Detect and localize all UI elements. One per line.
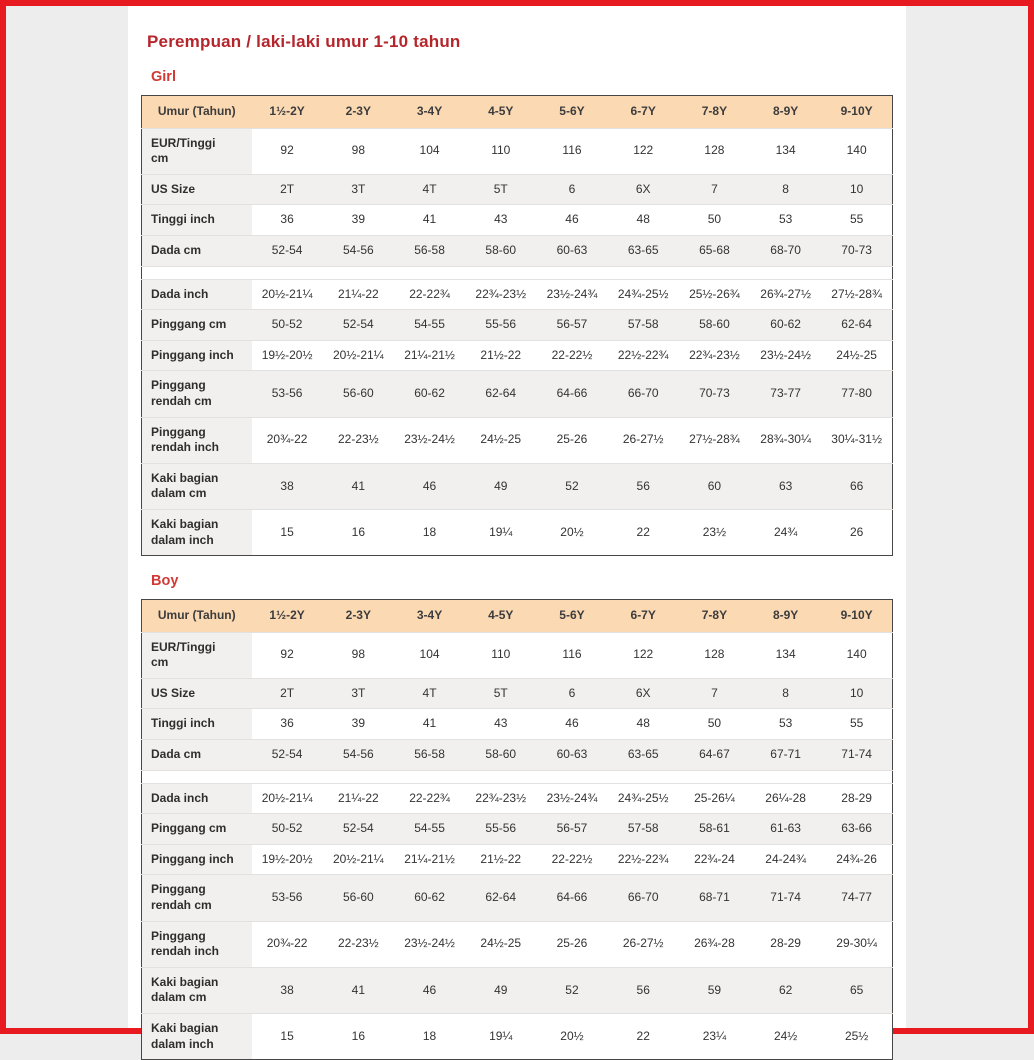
column-header: 1½-2Y [252,96,323,129]
cell-value: 24¾ [750,509,821,555]
cell-value: 26-27½ [608,417,679,463]
row-label: Pinggang cm [142,310,252,341]
cell-value: 27½-28¾ [821,279,892,310]
cell-value: 22-22¾ [394,279,465,310]
cell-value: 53 [750,205,821,236]
table-row [142,235,893,266]
row-label: Kaki bagian dalam inch [142,509,252,555]
cell-value: 71-74 [750,875,821,921]
cell-value: 21½-22 [465,340,536,371]
cell-value: 92 [252,632,323,678]
cell-value: 6X [608,678,679,709]
cell-value: 22-22½ [536,340,607,371]
cell-value: 3T [323,678,394,709]
cell-value: 24½-25 [821,340,892,371]
section-girl [141,69,893,556]
cell-value: 60-62 [394,875,465,921]
cell-value: 2T [252,678,323,709]
cell-value: 55-56 [465,814,536,845]
cell-value: 24½-25 [465,417,536,463]
cell-value: 24½-25 [465,921,536,967]
cell-value: 50 [679,205,750,236]
cell-value: 58-61 [679,814,750,845]
row-label: Dada inch [142,783,252,814]
cell-value: 22-23½ [323,921,394,967]
cell-value: 70-73 [679,371,750,417]
table-row [142,509,893,555]
cell-value: 62-64 [465,371,536,417]
cell-value: 19¼ [465,509,536,555]
cell-value: 41 [323,967,394,1013]
cell-value: 25½ [821,1014,892,1060]
cell-value: 68-71 [679,875,750,921]
table-row [142,310,893,341]
row-label: Pinggang cm [142,814,252,845]
cell-value: 64-67 [679,740,750,771]
cell-value: 19½-20½ [252,844,323,875]
column-header: 9-10Y [821,600,892,633]
cell-value: 7 [679,174,750,205]
cell-value: 63-65 [608,235,679,266]
cell-value: 19½-20½ [252,340,323,371]
cell-value: 5T [465,678,536,709]
cell-value: 26¾-28 [679,921,750,967]
cell-value: 22¾-23½ [465,783,536,814]
column-header: 2-3Y [323,96,394,129]
column-header-label: Umur (Tahun) [142,96,252,129]
cell-value: 19¼ [465,1014,536,1060]
cell-value: 61-63 [750,814,821,845]
cell-value: 134 [750,632,821,678]
cell-value: 52 [536,967,607,1013]
cell-value: 48 [608,205,679,236]
table-row [142,783,893,814]
cell-value: 56 [608,463,679,509]
cell-value: 50-52 [252,310,323,341]
row-label: Pinggang rendah cm [142,371,252,417]
cell-value: 21¼-21½ [394,844,465,875]
cell-value: 71-74 [821,740,892,771]
row-label: Kaki bagian dalam inch [142,1014,252,1060]
table-row [142,371,893,417]
cell-value: 128 [679,128,750,174]
cell-value: 52-54 [252,235,323,266]
cell-value: 122 [608,128,679,174]
cell-value: 104 [394,128,465,174]
cell-value: 36 [252,709,323,740]
cell-value: 55 [821,709,892,740]
cell-value: 22-22¾ [394,783,465,814]
column-header: 6-7Y [608,600,679,633]
cell-value: 52-54 [252,740,323,771]
row-label: Kaki bagian dalam cm [142,463,252,509]
cell-value: 66-70 [608,875,679,921]
cell-value: 6 [536,174,607,205]
cell-value: 38 [252,967,323,1013]
cell-value: 39 [323,709,394,740]
cell-value: 18 [394,1014,465,1060]
row-group-gap [142,770,893,783]
row-label: Pinggang rendah inch [142,921,252,967]
cell-value: 77-80 [821,371,892,417]
cell-value: 26¼-28 [750,783,821,814]
cell-value: 41 [323,463,394,509]
cell-value: 10 [821,174,892,205]
table-row [142,632,893,678]
column-header: 5-6Y [536,600,607,633]
cell-value: 60-63 [536,235,607,266]
cell-value: 6X [608,174,679,205]
table-row [142,128,893,174]
cell-value: 28-29 [750,921,821,967]
cell-value: 4T [394,678,465,709]
cell-value: 23½-24¾ [536,279,607,310]
table-row [142,709,893,740]
cell-value: 26¾-27½ [750,279,821,310]
size-table-girl [141,95,893,556]
cell-value: 50 [679,709,750,740]
row-label: Pinggang rendah inch [142,417,252,463]
cell-value: 30¼-31½ [821,417,892,463]
cell-value: 63 [750,463,821,509]
cell-value: 20½-21¼ [323,844,394,875]
cell-value: 6 [536,678,607,709]
section-boy [141,573,893,1060]
cell-value: 134 [750,128,821,174]
cell-value: 63-66 [821,814,892,845]
table-row [142,1014,893,1060]
cell-value: 56-60 [323,875,394,921]
cell-value: 20½ [536,509,607,555]
column-header: 3-4Y [394,96,465,129]
cell-value: 23½ [679,509,750,555]
cell-value: 3T [323,174,394,205]
cell-value: 24½ [750,1014,821,1060]
cell-value: 53 [750,709,821,740]
cell-value: 56 [608,967,679,1013]
cell-value: 60-63 [536,740,607,771]
cell-value: 64-66 [536,875,607,921]
cell-value: 26-27½ [608,921,679,967]
row-label: Kaki bagian dalam cm [142,967,252,1013]
cell-value: 58-60 [679,310,750,341]
cell-value: 56-58 [394,740,465,771]
cell-value: 122 [608,632,679,678]
cell-value: 49 [465,463,536,509]
cell-value: 140 [821,632,892,678]
table-row [142,921,893,967]
cell-value: 65-68 [679,235,750,266]
cell-value: 116 [536,632,607,678]
column-header: 4-5Y [465,600,536,633]
cell-value: 28¾-30¼ [750,417,821,463]
column-header: 8-9Y [750,600,821,633]
table-row [142,463,893,509]
cell-value: 22¾-23½ [679,340,750,371]
table-row [142,678,893,709]
cell-value: 8 [750,678,821,709]
column-header: 7-8Y [679,600,750,633]
cell-value: 2T [252,174,323,205]
row-label: Dada inch [142,279,252,310]
cell-value: 57-58 [608,814,679,845]
cell-value: 23¼ [679,1014,750,1060]
column-header: 1½-2Y [252,600,323,633]
column-header: 9-10Y [821,96,892,129]
cell-value: 20½-21¼ [252,279,323,310]
cell-value: 23½-24½ [750,340,821,371]
cell-value: 52-54 [323,814,394,845]
cell-value: 116 [536,128,607,174]
cell-value: 60-62 [394,371,465,417]
table-row [142,875,893,921]
cell-value: 49 [465,967,536,1013]
table-row [142,844,893,875]
cell-value: 21¼-21½ [394,340,465,371]
cell-value: 21½-22 [465,844,536,875]
cell-value: 36 [252,205,323,236]
column-header: 2-3Y [323,600,394,633]
column-header-label: Umur (Tahun) [142,600,252,633]
row-label: Dada cm [142,740,252,771]
cell-value: 57-58 [608,310,679,341]
row-group-gap [142,266,893,279]
cell-value: 7 [679,678,750,709]
cell-value: 23½-24½ [394,417,465,463]
row-label: Pinggang inch [142,844,252,875]
cell-value: 92 [252,128,323,174]
cell-value: 38 [252,463,323,509]
content-panel [128,6,906,1051]
cell-value: 27½-28¾ [679,417,750,463]
table-row [142,205,893,236]
cell-value: 64-66 [536,371,607,417]
cell-value: 110 [465,632,536,678]
column-header: 4-5Y [465,96,536,129]
cell-value: 54-55 [394,814,465,845]
page-title: Perempuan / laki-laki umur 1-10 tahun [147,32,461,51]
cell-value: 24-24¾ [750,844,821,875]
cell-value: 18 [394,509,465,555]
cell-value: 22½-22¾ [608,340,679,371]
column-header: 7-8Y [679,96,750,129]
cell-value: 52-54 [323,310,394,341]
cell-value: 22 [608,1014,679,1060]
cell-value: 29-30¼ [821,921,892,967]
cell-value: 20½ [536,1014,607,1060]
column-header: 8-9Y [750,96,821,129]
cell-value: 65 [821,967,892,1013]
cell-value: 60 [679,463,750,509]
row-label: EUR/Tinggi cm [142,632,252,678]
cell-value: 55-56 [465,310,536,341]
cell-value: 20¾-22 [252,417,323,463]
cell-value: 4T [394,174,465,205]
cell-value: 41 [394,709,465,740]
table-row [142,279,893,310]
cell-value: 73-77 [750,371,821,417]
cell-value: 110 [465,128,536,174]
cell-value: 46 [394,967,465,1013]
cell-value: 24¾-25½ [608,783,679,814]
cell-value: 22-22½ [536,844,607,875]
table-row [142,417,893,463]
column-header: 6-7Y [608,96,679,129]
table-row [142,740,893,771]
cell-value: 63-65 [608,740,679,771]
cell-value: 28-29 [821,783,892,814]
cell-value: 68-70 [750,235,821,266]
cell-value: 56-60 [323,371,394,417]
cell-value: 25-26 [536,417,607,463]
cell-value: 98 [323,632,394,678]
section-title-boy: Boy [151,573,179,590]
cell-value: 128 [679,632,750,678]
cell-value: 21¼-22 [323,783,394,814]
table-row [142,340,893,371]
cell-value: 22-23½ [323,417,394,463]
table-row [142,967,893,1013]
cell-value: 22 [608,509,679,555]
row-label: EUR/Tinggi cm [142,128,252,174]
cell-value: 26 [821,509,892,555]
table-row [142,174,893,205]
column-header: 5-6Y [536,96,607,129]
table-row [142,814,893,845]
cell-value: 54-55 [394,310,465,341]
cell-value: 16 [323,1014,394,1060]
cell-value: 56-58 [394,235,465,266]
cell-value: 22¾-24 [679,844,750,875]
cell-value: 53-56 [252,875,323,921]
cell-value: 20¾-22 [252,921,323,967]
cell-value: 25-26 [536,921,607,967]
cell-value: 60-62 [750,310,821,341]
row-label: US Size [142,678,252,709]
row-label: US Size [142,174,252,205]
size-table-boy [141,599,893,1060]
cell-value: 8 [750,174,821,205]
cell-value: 70-73 [821,235,892,266]
cell-value: 104 [394,632,465,678]
cell-value: 48 [608,709,679,740]
cell-value: 46 [536,709,607,740]
cell-value: 22¾-23½ [465,279,536,310]
row-label: Dada cm [142,235,252,266]
cell-value: 15 [252,509,323,555]
cell-value: 46 [536,205,607,236]
row-label: Pinggang rendah cm [142,875,252,921]
column-header: 3-4Y [394,600,465,633]
cell-value: 54-56 [323,235,394,266]
row-label: Tinggi inch [142,709,252,740]
cell-value: 39 [323,205,394,236]
cell-value: 43 [465,205,536,236]
header-row [142,600,893,633]
cell-value: 62-64 [821,310,892,341]
cell-value: 15 [252,1014,323,1060]
cell-value: 53-56 [252,371,323,417]
cell-value: 54-56 [323,740,394,771]
cell-value: 43 [465,709,536,740]
cell-value: 74-77 [821,875,892,921]
cell-value: 140 [821,128,892,174]
cell-value: 22½-22¾ [608,844,679,875]
cell-value: 62-64 [465,875,536,921]
cell-value: 55 [821,205,892,236]
cell-value: 62 [750,967,821,1013]
cell-value: 10 [821,678,892,709]
cell-value: 25½-26¾ [679,279,750,310]
cell-value: 50-52 [252,814,323,845]
cell-value: 67-71 [750,740,821,771]
cell-value: 46 [394,463,465,509]
cell-value: 23½-24½ [394,921,465,967]
cell-value: 24¾-26 [821,844,892,875]
cell-value: 21¼-22 [323,279,394,310]
cell-value: 16 [323,509,394,555]
cell-value: 25-26¼ [679,783,750,814]
cell-value: 23½-24¾ [536,783,607,814]
section-title-girl: Girl [151,69,176,85]
row-label: Pinggang inch [142,340,252,371]
cell-value: 66 [821,463,892,509]
cell-value: 20½-21¼ [323,340,394,371]
cell-value: 56-57 [536,310,607,341]
cell-value: 59 [679,967,750,1013]
cell-value: 98 [323,128,394,174]
header-row [142,96,893,129]
cell-value: 52 [536,463,607,509]
cell-value: 66-70 [608,371,679,417]
cell-value: 56-57 [536,814,607,845]
row-label: Tinggi inch [142,205,252,236]
cell-value: 20½-21¼ [252,783,323,814]
cell-value: 41 [394,205,465,236]
cell-value: 24¾-25½ [608,279,679,310]
cell-value: 5T [465,174,536,205]
cell-value: 58-60 [465,235,536,266]
cell-value: 58-60 [465,740,536,771]
